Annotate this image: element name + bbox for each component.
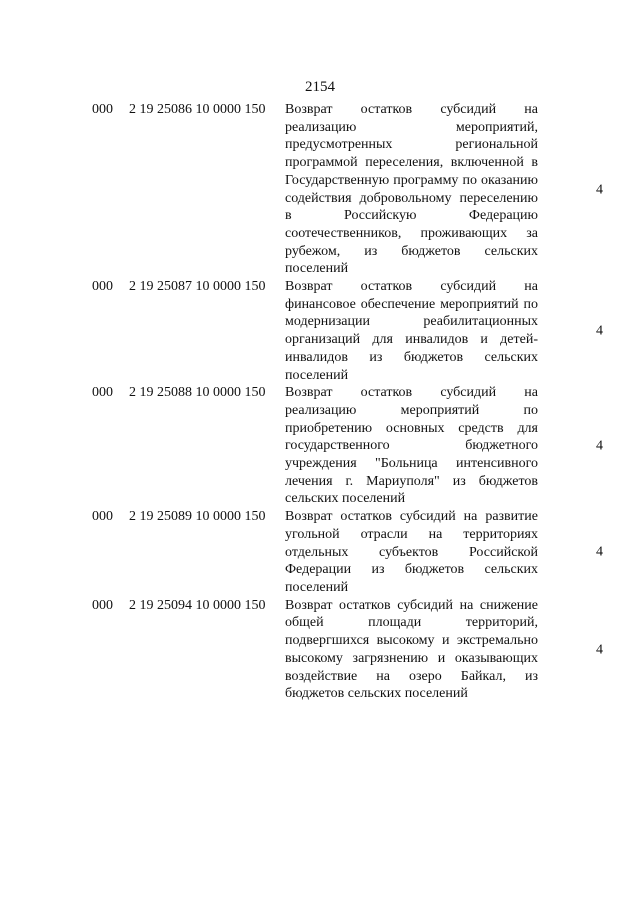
code-description: Возврат остатков субсидий на развитие угольной отрасли на территориях отдельных субъектов Российской Федерации из бюджетов сельских поселений: [285, 509, 538, 595]
budget-codes-table: [0, 101, 640, 703]
admin-code: 000: [92, 102, 113, 117]
budget-classification-code: 2 19 25089 10 0000 150: [129, 509, 266, 525]
amount-value: 4: [596, 642, 603, 658]
amount-value: 4: [596, 438, 603, 454]
budget-classification-code: 2 19 25086 10 0000 150: [129, 102, 266, 117]
code-description: Возврат остатков субсидий на реализацию мероприятий по приобретению основных средств для государственного бюджетного учреждения "Больница интенсивного лечения г. Мариуполя" из бюджетов сельских поселений: [285, 385, 538, 507]
table-row: [0, 101, 640, 278]
code-description: Возврат остатков субсидий на реализацию мероприятий, предусмотренных региональной программой переселения, включенной в Государственную программу по оказанию содействия добровольному переселению в Российскую Федерацию соотечественников, проживающих за рубежом, из бюджетов сельских поселений: [285, 102, 538, 277]
admin-code: 000: [92, 509, 113, 525]
page-number: 2154: [305, 79, 335, 95]
table-row: [0, 508, 640, 597]
amount-value: 4: [596, 182, 603, 198]
budget-classification-code: 2 19 25087 10 0000 150: [129, 279, 266, 295]
admin-code: 000: [92, 279, 113, 295]
table-row: [0, 278, 640, 384]
budget-classification-code: 2 19 25094 10 0000 150: [129, 597, 266, 613]
admin-code: 000: [92, 597, 113, 613]
code-description: Возврат остатков субсидий на снижение общей площади территорий, подвергшихся высокому и экстремально высокому загрязнению и оказывающих воздействие на озеро Байкал, из бюджетов сельских поселений: [285, 597, 538, 702]
admin-code: 000: [92, 385, 113, 401]
amount-value: 4: [596, 544, 603, 560]
budget-classification-code: 2 19 25088 10 0000 150: [129, 385, 266, 401]
amount-value: 4: [596, 323, 603, 339]
code-description: Возврат остатков субсидий на финансовое обеспечение мероприятий по модернизации реабилитационных организаций для инвалидов и детей-инвалидов из бюджетов сельских поселений: [285, 279, 538, 383]
table-row: [0, 384, 640, 508]
table-row: [0, 597, 640, 703]
